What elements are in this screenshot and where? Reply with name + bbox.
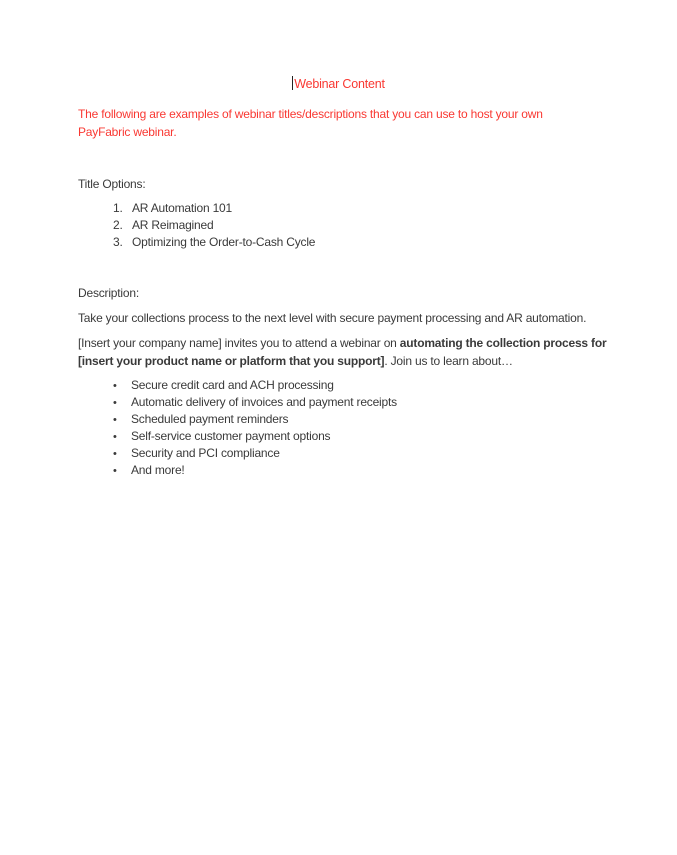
invite-paragraph — [78, 334, 619, 370]
bullet-icon: • — [113, 448, 117, 460]
bullet-text: Scheduled payment reminders — [131, 412, 289, 426]
bullet-icon: • — [113, 397, 117, 409]
bullet-text: Secure credit card and ACH processing — [131, 378, 334, 392]
bullet-item — [78, 377, 619, 394]
list-item-text: AR Automation 101 — [132, 201, 233, 215]
list-item — [78, 234, 619, 251]
list-item-text: Optimizing the Order-to-Cash Cycle — [132, 235, 316, 249]
list-item — [78, 200, 619, 217]
bullet-text: Automatic delivery of invoices and payment receipts — [131, 395, 397, 409]
list-number: 1. — [113, 201, 123, 215]
bullet-text: And more! — [131, 463, 185, 477]
invite-bold-text: automating the collection process for [insert your product name or platform that you support] — [78, 336, 607, 368]
description-heading: Description: — [78, 286, 139, 300]
bullet-item — [78, 394, 619, 411]
document-title-text: Webinar Content — [294, 77, 385, 91]
invite-text-start: [Insert your company name] invites you to attend a webinar on — [78, 336, 400, 350]
list-item-text: AR Reimagined — [132, 218, 214, 232]
bullet-item — [78, 445, 619, 462]
bullet-item — [78, 411, 619, 428]
bullet-icon: • — [113, 380, 117, 392]
bullet-text: Security and PCI compliance — [131, 446, 280, 460]
list-item — [78, 217, 619, 234]
lead-paragraph: Take your collections process to the next level with secure payment processing and AR automation. — [78, 311, 587, 325]
bullet-text: Self-service customer payment options — [131, 429, 331, 443]
bullet-icon: • — [113, 414, 117, 426]
title-options-list — [78, 200, 619, 251]
list-number: 3. — [113, 235, 123, 249]
invite-text-end: . Join us to learn about… — [384, 354, 513, 368]
intro-paragraph: The following are examples of webinar titles/descriptions that you can use to host your own PayFabric webinar. — [78, 107, 543, 139]
bullet-item — [78, 462, 619, 479]
title-options-heading: Title Options: — [78, 177, 146, 191]
bullet-list — [78, 377, 619, 479]
list-number: 2. — [113, 218, 123, 232]
bullet-item — [78, 428, 619, 445]
bullet-icon: • — [113, 431, 117, 443]
document-title — [0, 76, 677, 93]
bullet-icon: • — [113, 465, 117, 477]
